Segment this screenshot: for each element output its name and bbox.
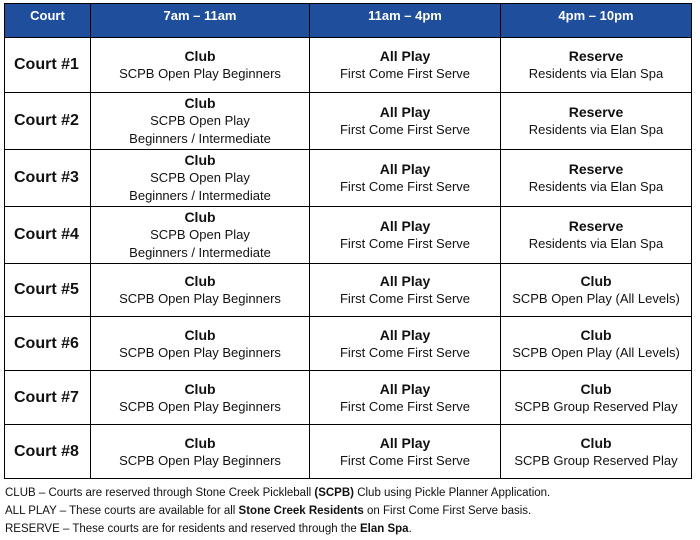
court-row xyxy=(5,264,692,317)
slot-title: All Play xyxy=(379,434,431,451)
slot-detail: SCPB Open Play xyxy=(150,227,250,242)
slot-detail: First Come First Serve xyxy=(339,344,470,360)
court-label: Court #2 xyxy=(5,93,91,150)
header-evening: 4pm – 10pm xyxy=(501,4,692,38)
slot-detail: SCPB Open Play Beginners xyxy=(119,452,281,468)
slot-detail: First Come First Serve xyxy=(339,122,470,137)
slot-title: Club xyxy=(580,326,612,343)
header-court: Court xyxy=(5,4,91,38)
slot-cell-morning xyxy=(91,150,310,207)
slot-cell-midday xyxy=(310,264,501,317)
court-row xyxy=(5,93,692,150)
slot-title: Club xyxy=(184,152,216,168)
legend-notes xyxy=(5,484,550,538)
slot-cell-midday xyxy=(310,38,501,93)
slot-title: Club xyxy=(184,273,216,289)
note-club: CLUB – Courts are reserved through Stone Creek Pickleball (SCPB) Club using Pickle Planner Application. xyxy=(5,487,551,499)
slot-title: All Play xyxy=(379,161,431,177)
slot-title: All Play xyxy=(379,104,431,120)
slot-detail: Residents via Elan Spa xyxy=(528,122,664,137)
slot-detail: Residents via Elan Spa xyxy=(528,236,664,251)
slot-cell-morning xyxy=(91,207,310,264)
slot-detail: SCPB Open Play (All Levels) xyxy=(512,344,680,360)
slot-title: All Play xyxy=(379,48,431,64)
slot-detail: SCPB Open Play Beginners xyxy=(119,398,281,414)
slot-detail: SCPB Group Reserved Play xyxy=(514,398,678,414)
slot-title: Club xyxy=(580,434,612,451)
court-row xyxy=(5,207,692,264)
slot-detail: SCPB Open Play Beginners xyxy=(119,66,281,81)
slot-detail: First Come First Serve xyxy=(339,398,470,414)
slot-cell-midday xyxy=(310,371,501,425)
court-label: Court #8 xyxy=(5,425,91,479)
slot-detail: SCPB Open Play xyxy=(150,170,250,185)
slot-title: Club xyxy=(184,434,216,451)
slot-title: Reserve xyxy=(568,104,624,120)
slot-detail: Beginners / Intermediate xyxy=(129,131,271,146)
slot-detail: SCPB Open Play Beginners xyxy=(119,344,281,360)
slot-cell-evening xyxy=(501,93,692,150)
slot-title: All Play xyxy=(379,326,431,343)
slot-title: Reserve xyxy=(568,218,624,234)
slot-detail: SCPB Open Play (All Levels) xyxy=(512,291,680,306)
slot-title: Club xyxy=(184,209,216,225)
slot-title: Reserve xyxy=(568,161,624,177)
slot-cell-midday xyxy=(310,207,501,264)
slot-cell-midday xyxy=(310,317,501,371)
court-row xyxy=(5,38,692,93)
court-row xyxy=(5,317,692,371)
slot-cell-morning xyxy=(91,93,310,150)
court-label: Court #4 xyxy=(5,207,91,264)
slot-title: Club xyxy=(184,95,216,111)
note-all-play: ALL PLAY – These courts are available for all Stone Creek Residents on First Come First Serve basis. xyxy=(5,505,532,517)
slot-title: Club xyxy=(184,48,216,64)
slot-cell-morning xyxy=(91,38,310,93)
slot-cell-morning xyxy=(91,317,310,371)
court-row xyxy=(5,150,692,207)
court-row xyxy=(5,425,692,479)
slot-title: All Play xyxy=(379,380,431,397)
slot-cell-evening xyxy=(501,264,692,317)
slot-detail: First Come First Serve xyxy=(339,179,470,194)
slot-detail: Beginners / Intermediate xyxy=(129,188,271,203)
slot-cell-evening xyxy=(501,371,692,425)
header-morning: 7am – 11am xyxy=(91,4,310,38)
slot-title: Club xyxy=(580,380,612,397)
slot-detail: SCPB Group Reserved Play xyxy=(514,452,678,468)
slot-cell-morning xyxy=(91,425,310,479)
slot-detail: First Come First Serve xyxy=(339,452,470,468)
slot-title: Reserve xyxy=(568,48,624,64)
slot-detail: First Come First Serve xyxy=(339,291,470,306)
slot-cell-morning xyxy=(91,371,310,425)
court-label: Court #1 xyxy=(5,38,91,93)
slot-detail: Residents via Elan Spa xyxy=(528,179,664,194)
slot-detail: Beginners / Intermediate xyxy=(129,245,271,260)
court-label: Court #3 xyxy=(5,150,91,207)
slot-cell-evening xyxy=(501,425,692,479)
court-row xyxy=(5,371,692,425)
slot-title: Club xyxy=(184,326,216,343)
slot-cell-evening xyxy=(501,150,692,207)
court-label: Court #7 xyxy=(5,371,91,425)
slot-cell-morning xyxy=(91,264,310,317)
court-label: Court #6 xyxy=(5,317,91,371)
slot-cell-evening xyxy=(501,317,692,371)
slot-detail: First Come First Serve xyxy=(339,66,470,81)
slot-cell-evening xyxy=(501,207,692,264)
slot-title: All Play xyxy=(379,273,431,289)
slot-detail: Residents via Elan Spa xyxy=(528,66,664,81)
court-label: Court #5 xyxy=(5,264,91,317)
slot-title: Club xyxy=(184,380,216,397)
slot-detail: SCPB Open Play Beginners xyxy=(119,291,281,306)
header-midday: 11am – 4pm xyxy=(310,4,501,38)
slot-detail: SCPB Open Play xyxy=(150,113,250,128)
court-schedule-table xyxy=(4,3,692,479)
slot-detail: First Come First Serve xyxy=(339,236,470,251)
note-reserve: RESERVE – These courts are for residents and reserved through the Elan Spa. xyxy=(5,523,412,535)
slot-cell-midday xyxy=(310,150,501,207)
slot-title: All Play xyxy=(379,218,431,234)
slot-cell-midday xyxy=(310,93,501,150)
header-row xyxy=(5,4,692,38)
slot-cell-evening xyxy=(501,38,692,93)
slot-title: Club xyxy=(580,273,612,289)
slot-cell-midday xyxy=(310,425,501,479)
